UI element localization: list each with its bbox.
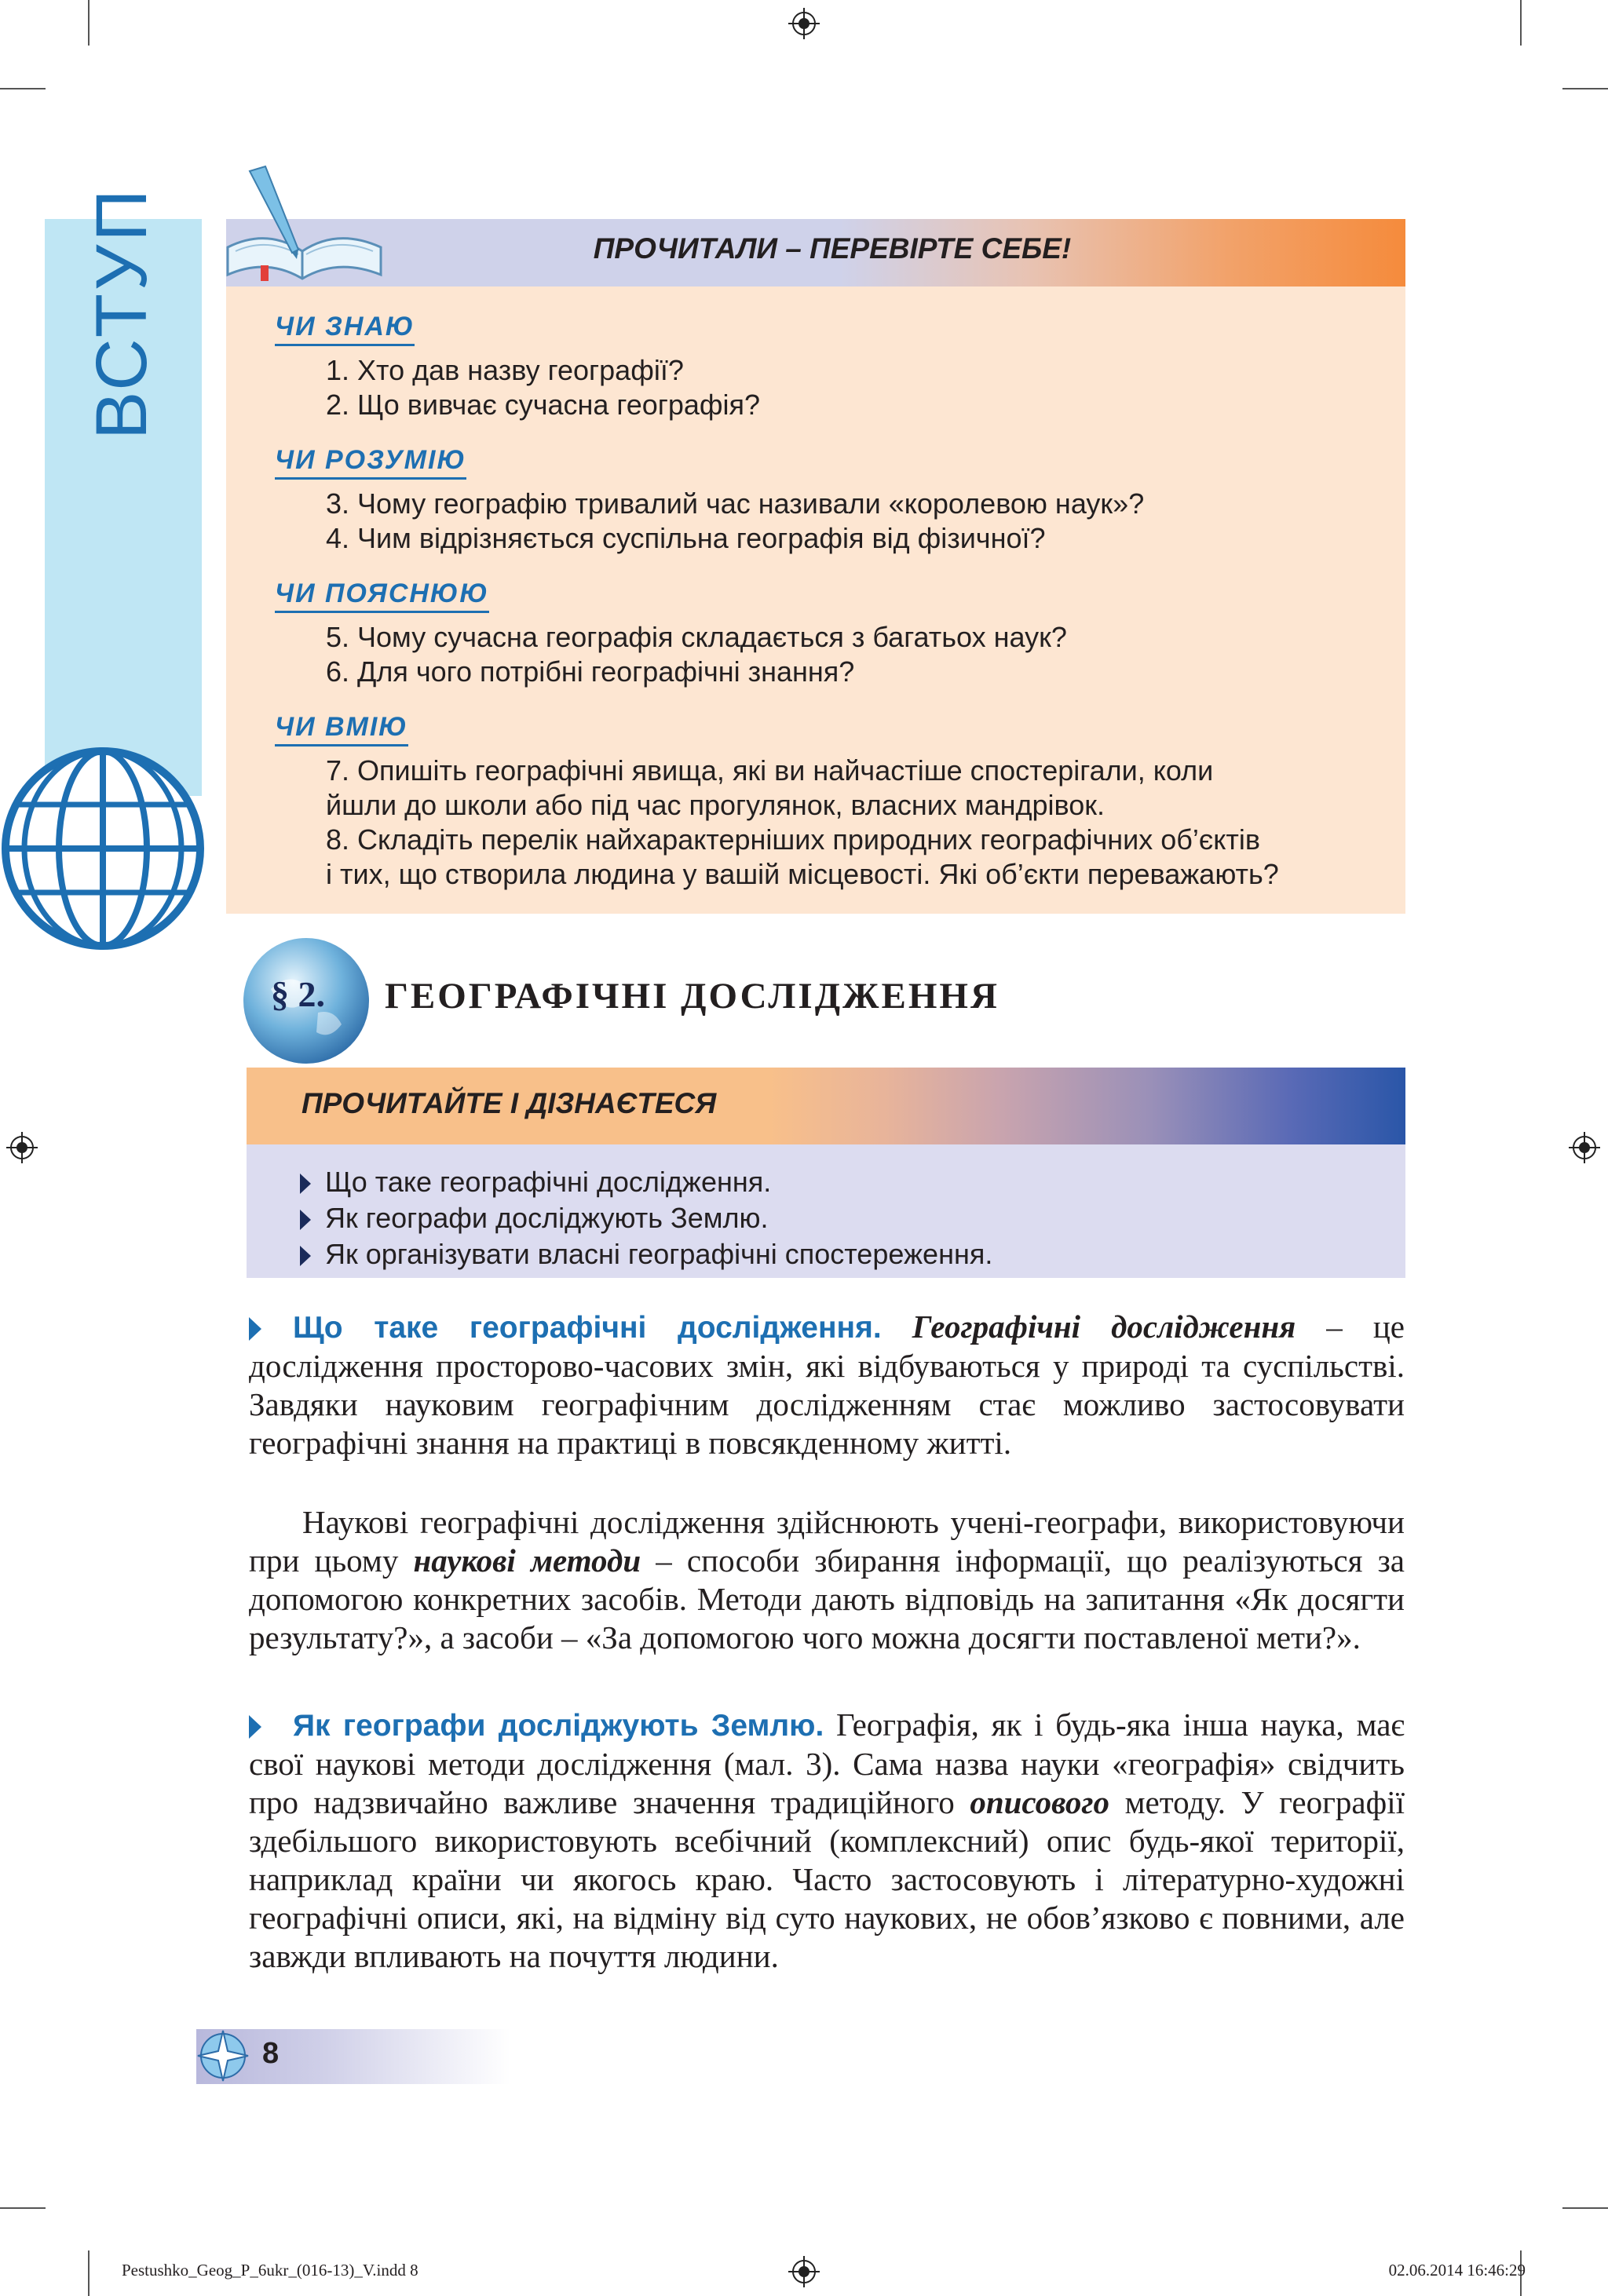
crop-mark bbox=[0, 88, 46, 89]
bullet-icon bbox=[249, 1317, 261, 1341]
bullet-icon bbox=[249, 1715, 261, 1739]
learn-item: Як організувати власні географічні спостереження. bbox=[300, 1236, 1383, 1272]
body-paragraph: Як географи досліджують Землю. Географія, як і будь-яка інша наука, має свої наукові методи дослідження (мал. 3). Сама назва науки «географія» свідчить про надзвичайно важливе значення традиційного описового методу. У географії здебільшого використовують всебічний (комплексний) опис будь-якої території, наприклад країни чи якогось краю. Часто застосовують і літературно-художні географічні описи, які, на відміну від суто наукових, не обов’язково є повними, але завжди впливають на почуття людини. bbox=[249, 1706, 1405, 1974]
review-question: 1. Хто дав назву географії? bbox=[326, 354, 684, 386]
review-group-heading: ЧИ ВМІЮ bbox=[275, 711, 408, 746]
learn-item: Що таке географічні дослідження. bbox=[300, 1164, 1383, 1200]
registration-mark-icon bbox=[788, 8, 820, 39]
review-question: 6. Для чого потрібні географічні знання? bbox=[326, 655, 855, 688]
crop-mark bbox=[1520, 0, 1522, 46]
page-number: 8 bbox=[262, 2037, 280, 2070]
footer-filename: Pestushko_Geog_P_6ukr_(016-13)_V.indd 8 bbox=[122, 2261, 418, 2280]
review-group-heading: ЧИ ПОЯСНЮЮ bbox=[275, 578, 489, 613]
open-book-pencil-icon bbox=[220, 165, 389, 290]
key-term: Географічні дослідження bbox=[912, 1309, 1296, 1345]
key-term: наукові методи bbox=[413, 1542, 641, 1579]
review-question: йшли до школи або під час прогулянок, власних мандрівок. bbox=[326, 789, 1105, 821]
review-question: 7. Опишіть географічні явища, які ви найчастіше спостерігали, коли bbox=[326, 754, 1214, 787]
body-paragraph: Наукові географічні дослідження здійснюють учені-географи, використовуючи при цьому наукові методи – способи збирання інформації, що реалізуються за допомогою конкретних засобів. Методи дають відповідь на запитання «Як досягти результату?», а засоби – «За допомогою чого можна досягти поставленої мети?». bbox=[249, 1504, 1405, 1655]
globe-icon bbox=[0, 746, 206, 951]
crop-mark bbox=[88, 0, 90, 46]
chapter-title: ВСТУП bbox=[82, 186, 162, 440]
paragraph-heading: Як географи досліджують Землю. bbox=[293, 1709, 824, 1743]
compass-star-icon bbox=[196, 2029, 250, 2082]
review-group-heading: ЧИ ЗНАЮ bbox=[275, 311, 415, 346]
bullet-icon bbox=[300, 1246, 311, 1266]
crop-mark bbox=[1562, 2207, 1608, 2209]
bullet-icon bbox=[300, 1210, 311, 1230]
crop-mark bbox=[88, 2250, 90, 2296]
section-title: ГЕОГРАФІЧНІ ДОСЛІДЖЕННЯ bbox=[385, 976, 1000, 1017]
review-title: ПРОЧИТАЛИ – ПЕРЕВІРТЕ СЕБЕ! bbox=[593, 232, 1072, 265]
registration-mark-icon bbox=[6, 1132, 38, 1163]
learn-item: Як географи досліджують Землю. bbox=[300, 1200, 1383, 1236]
review-question: 4. Чим відрізняється суспільна географія від фізичної? bbox=[326, 522, 1046, 554]
section-number: § 2. bbox=[271, 974, 325, 1014]
review-group-heading: ЧИ РОЗУМІЮ bbox=[275, 444, 466, 480]
review-question: і тих, що створила людина у вашій місцевості. Які об’єкти переважають? bbox=[326, 858, 1279, 890]
review-question: 3. Чому географію тривалий час називали «королевою наук»? bbox=[326, 487, 1145, 520]
bullet-icon bbox=[300, 1174, 311, 1194]
review-question: 5. Чому сучасна географія складається з багатьох наук? bbox=[326, 621, 1067, 653]
review-question: 8. Складіть перелік найхарактерніших природних географічних об’єктів bbox=[326, 823, 1260, 856]
footer-datetime: 02.06.2014 16:46:29 bbox=[1388, 2261, 1526, 2280]
crop-mark bbox=[1562, 88, 1608, 89]
paragraph-heading: Що таке географічні дослідження. bbox=[293, 1311, 882, 1345]
registration-mark-icon bbox=[788, 2256, 820, 2287]
registration-mark-icon bbox=[1569, 1132, 1600, 1163]
learn-title: ПРОЧИТАЙТЕ І ДІЗНАЄТЕСЯ bbox=[302, 1087, 717, 1119]
crop-mark bbox=[0, 2207, 46, 2209]
key-term: описового bbox=[970, 1784, 1110, 1820]
review-question: 2. Що вивчає сучасна географія? bbox=[326, 389, 761, 421]
body-paragraph: Що таке географічні дослідження. Географічні дослідження – це дослідження просторово-часових змін, які відбуваються у природі та суспільстві. Завдяки науковим географічним дослідженням стає можливо застосовувати географічні знання на практиці в повсякденному житті. bbox=[249, 1309, 1405, 1461]
